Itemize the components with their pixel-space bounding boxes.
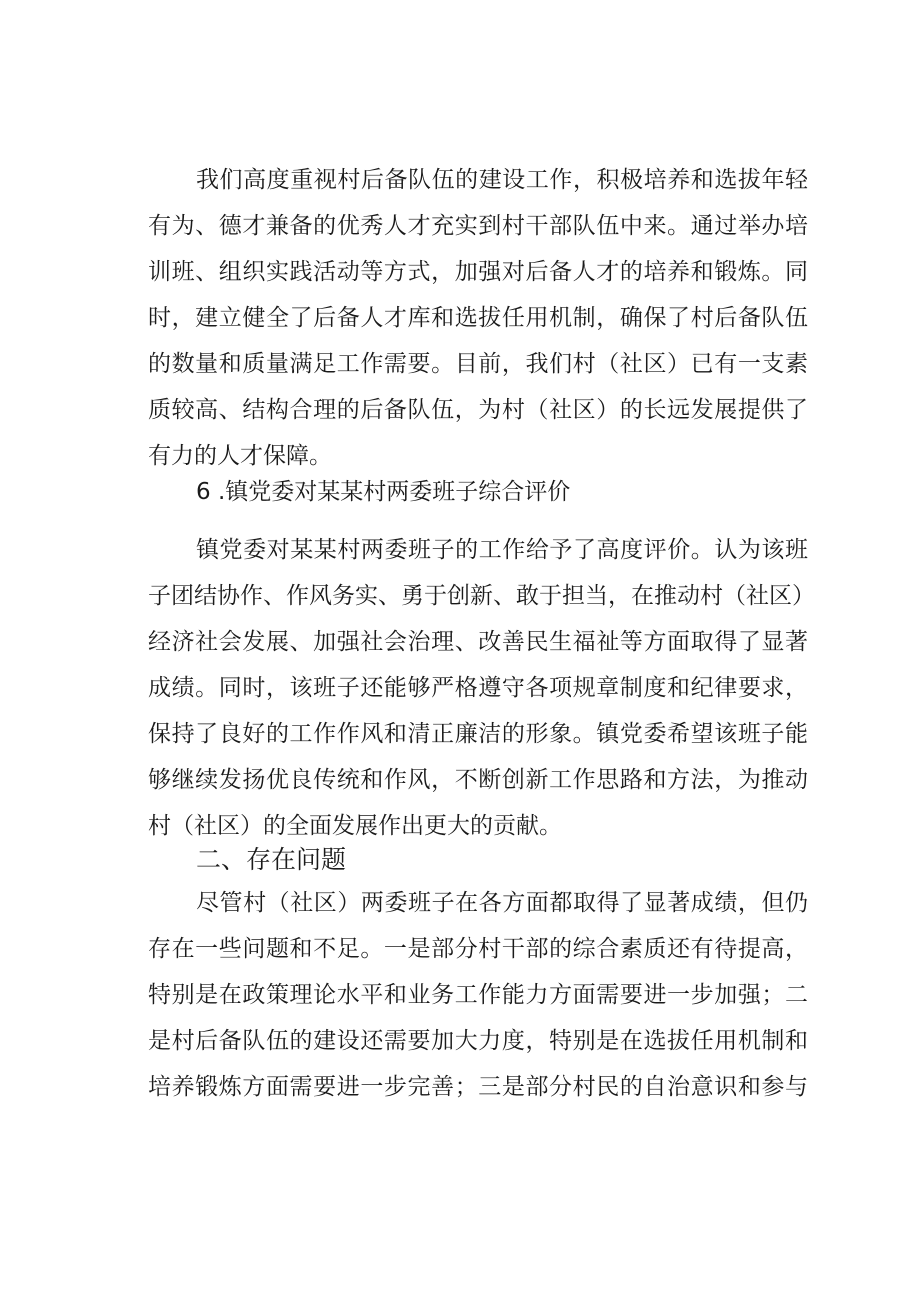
paragraph-3-line-2: 存在一些问题和不足。一是部分村干部的综合素质还有待提高， (148, 936, 808, 962)
paragraph-2-line-6: 够继续发扬优良传统和作风，不断创新工作思路和方法，为推动 (148, 767, 808, 793)
paragraph-1-line-3: 训班、组织实践活动等方式，加强对后备人才的培养和锻炼。同 (148, 259, 808, 285)
paragraph-1-line-5: 的数量和质量满足工作需要。目前，我们村（社区）已有一支素 (148, 351, 808, 377)
paragraph-2-line-3: 经济社会发展、加强社会治理、改善民生福祉等方面取得了显著 (148, 629, 808, 655)
paragraph-2-line-2: 子团结协作、作风务实、勇于创新、敢于担当，在推动村（社区） (148, 583, 815, 609)
section-heading: 二、存在问题 (196, 845, 347, 874)
paragraph-3-line-5: 培养锻炼方面需要进一步完善；三是部分村民的自治意识和参与 (148, 1074, 808, 1100)
paragraph-1-line-1: 我们高度重视村后备队伍的建设工作，积极培养和选拔年轻 (196, 167, 808, 193)
paragraph-1-line-6: 质较高、结构合理的后备队伍，为村（社区）的长远发展提供了 (148, 397, 808, 423)
paragraph-1-line-2: 有为、德才兼备的优秀人才充实到村干部队伍中来。通过举办培 (148, 213, 808, 239)
paragraph-3-line-1: 尽管村（社区）两委班子在各方面都取得了显著成绩，但仍 (196, 890, 808, 916)
paragraph-3-line-3: 特别是在政策理论水平和业务工作能力方面需要进一步加强；二 (148, 982, 808, 1008)
paragraph-1-line-7: 有力的人才保障。 (148, 443, 332, 469)
paragraph-2-line-4: 成绩。同时，该班子还能够严格遵守各项规章制度和纪律要求， (148, 675, 808, 701)
paragraph-2-line-5: 保持了良好的工作作风和清正廉洁的形象。镇党委希望该班子能 (148, 721, 808, 747)
section-subheading: 6 .镇党委对某某村两委班子综合评价 (196, 479, 571, 505)
paragraph-1-line-4: 时，建立健全了后备人才库和选拔任用机制，确保了村后备队伍 (148, 305, 808, 331)
paragraph-2-line-1: 镇党委对某某村两委班子的工作给予了高度评价。认为该班 (196, 537, 808, 563)
paragraph-3-line-4: 是村后备队伍的建设还需要加大力度，特别是在选拔任用机制和 (148, 1028, 808, 1054)
paragraph-2-line-7: 村（社区）的全面发展作出更大的贡献。 (148, 813, 562, 839)
